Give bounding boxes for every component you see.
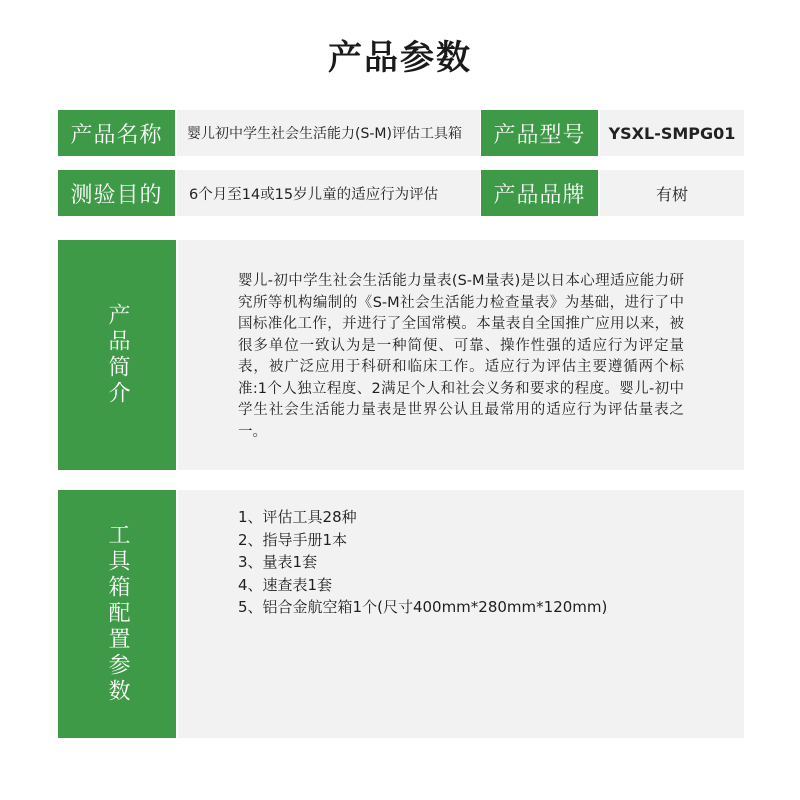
config-section	[58, 490, 744, 738]
config-item-2: 2、指导手册1本	[238, 530, 348, 549]
spec-label-purpose: 测验目的	[58, 170, 175, 216]
config-body	[178, 490, 744, 738]
config-item-4: 4、速查表1套	[238, 575, 333, 594]
spec-label-brand: 产品品牌	[481, 170, 598, 216]
intro-label: 产品简介	[105, 303, 130, 407]
intro-text: 婴儿-初中学生社会生活能力量表(S-M量表)是以日本心理适应能力研究所等机构编制的《S-M社会生活能力检查量表》为基础，进行了中国标准化工作，并进行了全国常模。本量表自全国推广应用以来，被很多单位一致认为是一种简便、可靠、操作性强的适应行为评定量表，被广泛应用于科研和临床工作。适应行为评估主要遵循两个标准:1个人独立程度、2满足个人和社会义务和要求的程度。婴儿-初中学生社会生活能力量表是世界公认且最常用的适应行为评估量表之一。	[238, 273, 684, 440]
page-title: 产品参数	[328, 38, 472, 78]
intro-label-box	[58, 240, 176, 470]
spec-label-product-name: 产品名称	[58, 110, 175, 156]
config-item-1: 1、评估工具28种	[238, 508, 357, 526]
intro-body	[178, 240, 744, 470]
config-label-box	[58, 490, 176, 738]
config-label: 工具箱配置参数	[105, 523, 130, 705]
config-list	[238, 506, 607, 619]
spec-value-purpose: 6个月至14或15岁儿童的适应行为评估	[177, 170, 480, 216]
config-item-5: 5、铝合金航空箱1个(尺寸400mm*280mm*120mm)	[238, 598, 608, 616]
intro-section	[58, 240, 744, 470]
config-item-3: 3、量表1套	[238, 553, 318, 571]
spec-label-model: 产品型号	[481, 110, 598, 156]
spec-value-product-name: 婴儿初中学生社会生活能力(S-M)评估工具箱	[177, 110, 480, 156]
spec-value-model: YSXL-SMPG01	[600, 110, 744, 156]
spec-value-brand: 有树	[600, 170, 744, 216]
